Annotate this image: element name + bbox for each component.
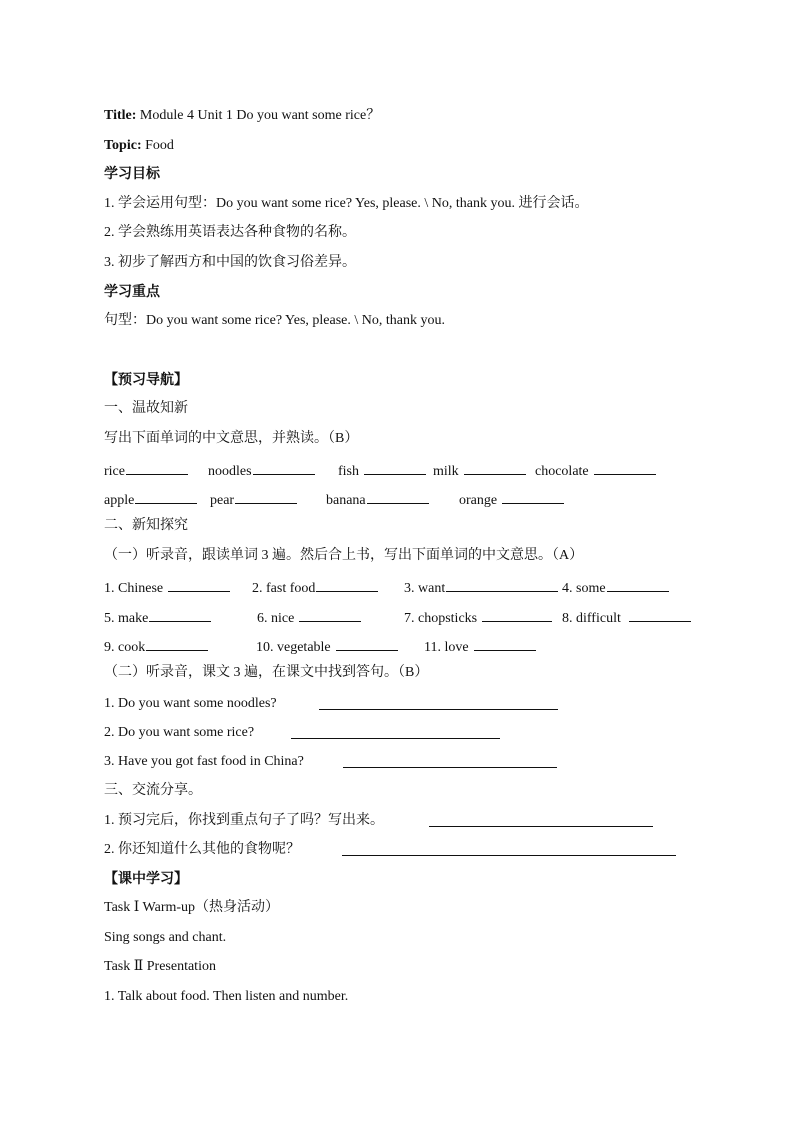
word-label: chocolate xyxy=(535,464,589,479)
share-text: 2. 你还知道什么其他的食物呢？ xyxy=(104,842,300,857)
vocab-label: 4. some xyxy=(562,581,606,596)
task-heading: Task Ⅰ Warm-up（热身活动） xyxy=(104,900,280,915)
answer-blank[interactable] xyxy=(319,695,558,710)
vocab-label: 8. difficult xyxy=(562,611,621,626)
answer-blank[interactable] xyxy=(482,607,552,622)
section-new-knowledge-heading: 二、新知探究 xyxy=(104,518,188,533)
answer-blank[interactable] xyxy=(364,460,426,475)
objective-item: 2. 学会熟练用英语表达各种食物的名称。 xyxy=(104,225,356,240)
vocab-label: 2. fast food xyxy=(252,581,316,596)
instruction-text: 写出下面单词的中文意思，并熟读。（B） xyxy=(104,431,359,446)
task-text: 1. Talk about food. Then listen and number. xyxy=(104,989,349,1004)
instruction-text: （二）听录音，课文 3 遍，在课文中找到答句。（B） xyxy=(104,665,429,680)
answer-blank[interactable] xyxy=(607,577,669,592)
instruction-text: （一）听录音，跟读单词 3 遍。然后合上书，写出下面单词的中文意思。（A） xyxy=(104,548,584,563)
answer-blank[interactable] xyxy=(342,841,676,856)
answer-blank[interactable] xyxy=(429,812,653,827)
answer-blank[interactable] xyxy=(316,577,378,592)
topic-label: Topic: xyxy=(104,138,142,153)
question-text: 2. Do you want some rice? xyxy=(104,725,255,740)
word-label: noodles xyxy=(208,464,252,479)
topic-line xyxy=(104,137,174,155)
vocab-label: 11. love xyxy=(424,640,469,655)
word-label: apple xyxy=(104,493,135,508)
answer-blank[interactable] xyxy=(235,489,297,504)
answer-blank[interactable] xyxy=(343,753,557,768)
in-class-heading: 【课中学习】 xyxy=(104,871,188,887)
vocab-label: 10. vegetable xyxy=(256,640,331,655)
answer-blank[interactable] xyxy=(253,460,315,475)
vocab-label: 1. Chinese xyxy=(104,581,164,596)
answer-blank[interactable] xyxy=(126,460,188,475)
answer-blank[interactable] xyxy=(594,460,656,475)
share-text: 1. 预习完后，你找到重点句子了吗？写出来。 xyxy=(104,813,384,828)
vocab-label: 5. make xyxy=(104,611,149,626)
objective-item: 1. 学会运用句型：Do you want some rice? Yes, please. \ No, thank you. 进行会话。 xyxy=(104,196,589,211)
word-label: banana xyxy=(326,493,366,508)
task-text: Sing songs and chant. xyxy=(104,930,227,945)
title-line xyxy=(104,107,380,125)
word-label: pear xyxy=(210,493,235,508)
key-points-text: 句型：Do you want some rice? Yes, please. \ No, thank you. xyxy=(104,313,446,328)
vocab-label: 6. nice xyxy=(257,611,295,626)
topic-value: Food xyxy=(145,138,174,153)
answer-blank[interactable] xyxy=(146,636,208,651)
answer-blank[interactable] xyxy=(502,489,564,504)
answer-blank[interactable] xyxy=(367,489,429,504)
key-points-heading: 学习重点 xyxy=(104,284,160,300)
answer-blank[interactable] xyxy=(135,489,197,504)
answer-blank[interactable] xyxy=(629,607,691,622)
question-text: 3. Have you got fast food in China? xyxy=(104,754,304,769)
answer-blank[interactable] xyxy=(446,577,558,592)
task-heading: Task Ⅱ Presentation xyxy=(104,959,216,974)
answer-blank[interactable] xyxy=(474,636,536,651)
question-text: 1. Do you want some noodles? xyxy=(104,696,277,711)
answer-blank[interactable] xyxy=(291,724,500,739)
word-label: fish xyxy=(338,464,359,479)
answer-blank[interactable] xyxy=(336,636,398,651)
vocab-label: 7. chopsticks xyxy=(404,611,478,626)
word-label: rice xyxy=(104,464,125,479)
answer-blank[interactable] xyxy=(168,577,230,592)
vocab-label: 9. cook xyxy=(104,640,146,655)
objectives-heading: 学习目标 xyxy=(104,166,160,182)
objective-item: 3. 初步了解西方和中国的饮食习俗差异。 xyxy=(104,255,356,270)
preview-heading: 【预习导航】 xyxy=(104,372,188,388)
answer-blank[interactable] xyxy=(299,607,361,622)
word-label: milk xyxy=(433,464,459,479)
title-label: Title: xyxy=(104,108,137,123)
answer-blank[interactable] xyxy=(149,607,211,622)
title-value: Module 4 Unit 1 Do you want some rice？ xyxy=(139,108,381,123)
vocab-label: 3. want xyxy=(404,581,446,596)
answer-blank[interactable] xyxy=(464,460,526,475)
word-label: orange xyxy=(459,493,498,508)
section-share-heading: 三、交流分享。 xyxy=(104,783,202,798)
section-review-heading: 一、温故知新 xyxy=(104,401,188,416)
